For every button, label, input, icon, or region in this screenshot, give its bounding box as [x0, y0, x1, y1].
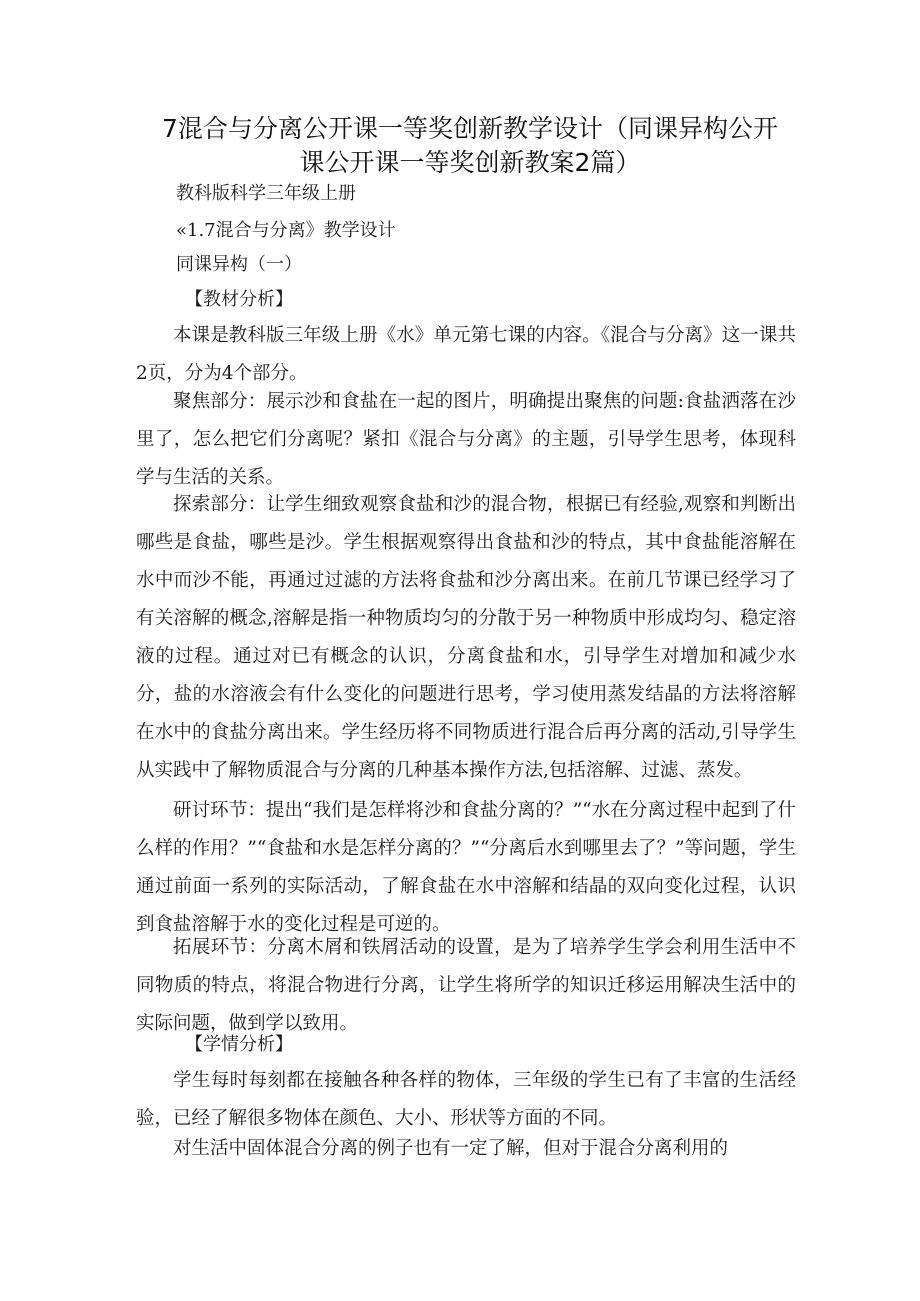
- paragraph-intro: 本课是教科版三年级上册《水》单元第七课的内容。《混合与分离》这一课共2页，分为4个部分。: [136, 325, 796, 384]
- document-title: 7混合与分离公开课一等奖创新教学设计（同课异构公开课公开课一等奖创新教案2篇）: [162, 114, 778, 177]
- variant-line: 同课异构（一）: [176, 254, 302, 275]
- paragraph-discussion: 研讨环节：提出“我们是怎样将沙和食盐分离的？”“水在分离过程中起到了什么样的作用？”“食盐和水是怎样分离的？”“分离后水到哪里去了？”等问题，学生通过前面一系列的实际活动，了解食盐在水中溶解和结晶的双向变化过程，认识到食盐溶解于水的变化过程是可逆的。: [136, 800, 796, 935]
- paragraph-explore: 探索部分：让学生细致观察食盐和沙的混合物，根据已有经验,观察和判断出哪些是食盐，哪些是沙。学生根据观察得出食盐和沙的特点，其中食盐能溶解在水中而沙不能，再通过过滤的方法将食盐和沙分离出来。在前几节课已经学习了有关溶解的概念,溶解是指一种物质均匀的分散于另一种物质中形成均匀、稳定溶液的过程。通过对已有概念的认识，分离食盐和水，引导学生对增加和减少水分，盐的水溶液会有什么变化的问题进行思考，学习使用蒸发结晶的方法将溶解在水中的食盐分离出来。学生经历将不同物质进行混合后再分离的活动,引导学生从实践中了解物质混合与分离的几种基本操作方法,包括溶解、过滤、蒸发。: [136, 494, 796, 781]
- paragraph-learners: 学生每时每刻都在接触各种各样的物体，三年级的学生已有了丰富的生活经验，已经了解很多物体在颜色、大小、形状等方面的不同。: [136, 1070, 796, 1129]
- lesson-line: «1.7混合与分离》教学设计: [176, 220, 396, 241]
- paragraph-extension: 拓展环节：分离木屑和铁屑活动的设置，是为了培养学生学会利用生活中不同物质的特点，将混合物进行分离，让学生将所学的知识迁移运用解决生活中的实际问题，做到学以致用。: [136, 937, 796, 1034]
- material-analysis-heading: 【教材分析】: [185, 289, 293, 310]
- paragraph-focus: 聚焦部分：展示沙和食盐在一起的图片，明确提出聚焦的问题:食盐洒落在沙里了，怎么把它们分离呢？紧扣《混合与分离》的主题，引导学生思考，体现科学与生活的关系。: [136, 391, 796, 488]
- publisher-line: 教科版科学三年级上册: [176, 183, 356, 204]
- learner-analysis-heading: 【学情分析】: [185, 1034, 293, 1055]
- paragraph-mixtures: 对生活中固体混合分离的例子也有一定了解，但对于混合分离利用的: [173, 1138, 729, 1159]
